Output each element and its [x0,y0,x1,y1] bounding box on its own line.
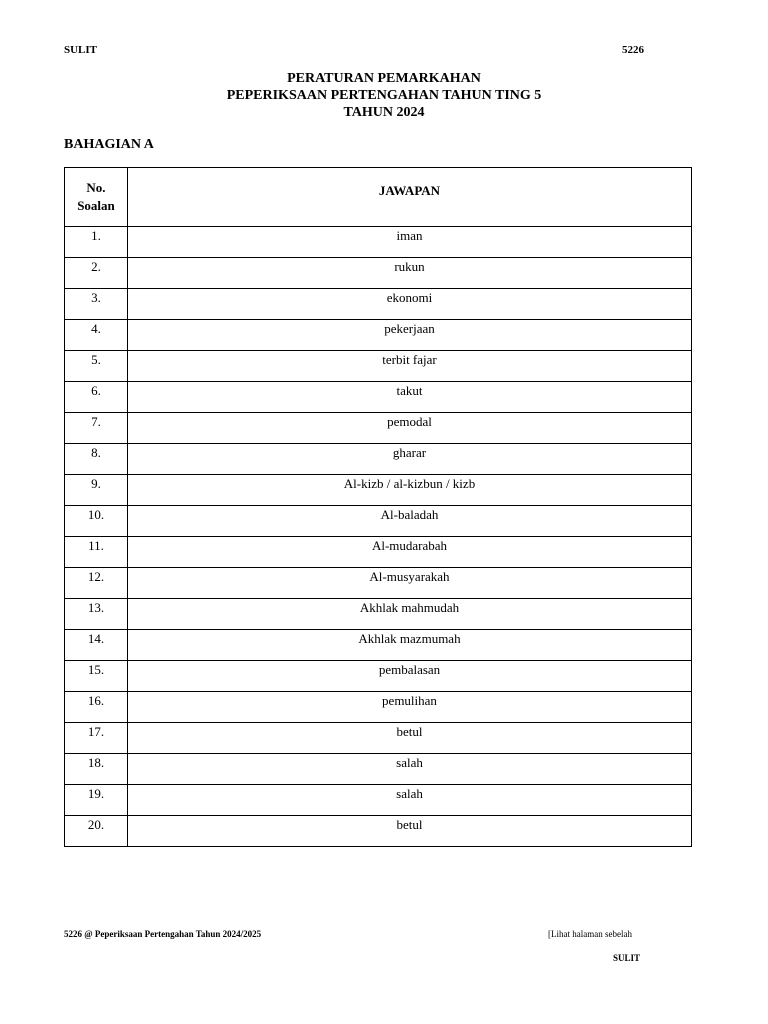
answer-cell: salah [128,754,692,785]
question-number-cell: 20. [65,816,128,847]
answer-table [64,167,692,847]
answer-cell: Al-mudarabah [128,537,692,568]
answer-cell: betul [128,723,692,754]
answer-cell: rukun [128,258,692,289]
answer-cell: terbit fajar [128,351,692,382]
title-line-1: PERATURAN PEMARKAHAN [287,71,481,86]
answer-cell: ekonomi [128,289,692,320]
answer-cell: Al-baladah [128,506,692,537]
table-row [65,568,692,599]
answer-cell: pemodal [128,413,692,444]
title-line-2: PEPERIKSAAN PERTENGAHAN TAHUN TING 5 [226,88,542,103]
answer-cell: gharar [128,444,692,475]
answer-cell: betul [128,816,692,847]
column-header-no: No. [86,180,106,195]
answer-table-body [65,227,692,847]
table-row [65,661,692,692]
table-row [65,630,692,661]
table-row [65,692,692,723]
question-number-cell: 13. [65,599,128,630]
table-header-row [65,168,692,227]
question-number-cell: 2. [65,258,128,289]
answer-cell: Akhlak mazmumah [128,630,692,661]
question-number-cell: 19. [65,785,128,816]
table-row [65,599,692,630]
question-number-cell: 6. [65,382,128,413]
table-row [65,754,692,785]
table-row [65,723,692,754]
answer-cell: pemulihan [128,692,692,723]
footer-exam-label: 5226 @ Peperiksaan Pertengahan Tahun 2024/2025 [64,929,262,939]
question-number-cell: 8. [65,444,128,475]
answer-cell: iman [128,227,692,258]
table-row [65,351,692,382]
answer-cell: pekerjaan [128,320,692,351]
table-row [65,382,692,413]
question-number-cell: 12. [65,568,128,599]
question-number-cell: 9. [65,475,128,506]
answer-cell: Akhlak mahmudah [128,599,692,630]
title-line-3: TAHUN 2024 [343,105,425,120]
answer-cell: Al-kizb / al-kizbun / kizb [128,475,692,506]
question-number-cell: 11. [65,537,128,568]
question-number-cell: 15. [65,661,128,692]
question-number-cell: 1. [65,227,128,258]
column-header-question-number [65,168,128,227]
table-row [65,320,692,351]
header-sulit-label: SULIT [64,44,98,56]
question-number-cell: 17. [65,723,128,754]
footer-next-page-note: [Lihat halaman sebelah [548,929,632,939]
question-number-cell: 3. [65,289,128,320]
question-number-cell: 16. [65,692,128,723]
answer-cell: Al-musyarakah [128,568,692,599]
table-row [65,444,692,475]
question-number-cell: 10. [65,506,128,537]
column-header-soalan: Soalan [77,198,115,213]
table-row [65,258,692,289]
table-row [65,506,692,537]
answer-cell: pembalasan [128,661,692,692]
column-header-answer: JAWAPAN [128,168,692,227]
question-number-cell: 18. [65,754,128,785]
page-title [0,70,768,121]
answer-cell: salah [128,785,692,816]
table-row [65,537,692,568]
header-paper-code: 5226 [622,44,644,56]
table-row [65,227,692,258]
question-number-cell: 5. [65,351,128,382]
table-row [65,413,692,444]
question-number-cell: 4. [65,320,128,351]
table-row [65,816,692,847]
question-number-cell: 14. [65,630,128,661]
section-heading: BAHAGIAN A [64,137,154,152]
table-row [65,289,692,320]
table-row [65,785,692,816]
answer-cell: takut [128,382,692,413]
question-number-cell: 7. [65,413,128,444]
table-row [65,475,692,506]
footer-sulit-label: SULIT [613,953,641,963]
